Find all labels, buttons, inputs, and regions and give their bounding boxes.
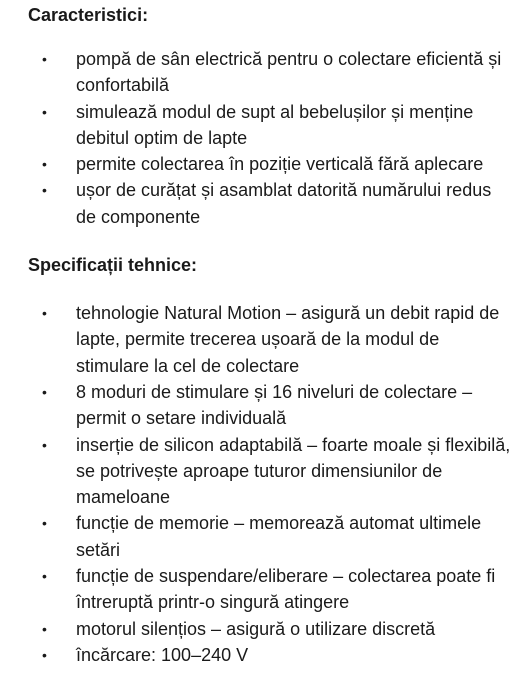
list-item: [28, 379, 515, 432]
list-item-text: tehnologie Natural Motion – asigură un debit rapid de lapte, permite trecerea ușoară de la modul de stimulare la cel de colectare: [76, 303, 500, 376]
list-item: [28, 432, 515, 511]
list-item: [28, 616, 515, 642]
bullet-icon: •: [42, 646, 47, 663]
list-item: [28, 300, 515, 379]
bullet-icon: •: [42, 515, 47, 532]
list-item-text: funcție de memorie – memorează automat ultimele setări: [76, 513, 482, 560]
section-characteristics: [28, 3, 515, 230]
list-item-text: inserție de silicon adaptabilă – foarte moale și flexibilă, se potrivește aproape tuturor dimensiunilor de mameloane: [76, 434, 511, 508]
list-item-text: funcție de suspendare/eliberare – colectarea poate fi întreruptă printr-o singură atingere: [76, 566, 496, 613]
bullet-icon: •: [42, 51, 47, 67]
bullet-icon: •: [42, 568, 47, 585]
section-heading-technical-specs: Specificații tehnice:: [28, 255, 198, 276]
list-item-text: 8 moduri de stimulare și 16 niveluri de colectare – permit o setare individuală: [76, 381, 473, 429]
technical-specs-list: [28, 300, 515, 668]
list-item-text: simulează modul de supt al bebelușilor și menține debitul optim de lapte: [76, 101, 474, 148]
bullet-icon: •: [42, 383, 47, 400]
section-technical-specs: [28, 253, 515, 668]
list-item: [28, 510, 515, 563]
list-item: [28, 151, 515, 177]
list-item: [28, 99, 515, 152]
bullet-icon: •: [42, 305, 47, 322]
characteristics-list: [28, 46, 515, 230]
list-item-text: pompă de sân electrică pentru o colectare eficientă și confortabilă: [76, 49, 502, 96]
list-item-text: încărcare: 100–240 V: [76, 644, 249, 665]
list-item: [28, 46, 515, 99]
list-item-text: motorul silențios – asigură o utilizare discretă: [76, 618, 436, 639]
list-item-text: permite colectarea în poziție verticală fără aplecare: [76, 154, 484, 175]
bullet-icon: •: [42, 182, 47, 199]
list-item: [28, 177, 515, 230]
bullet-icon: •: [42, 156, 47, 173]
list-item: [28, 642, 515, 668]
bullet-icon: •: [42, 103, 47, 120]
bullet-icon: •: [42, 620, 47, 637]
list-item: [28, 563, 515, 616]
bullet-icon: •: [42, 436, 47, 453]
list-item-text: ușor de curățat și asamblat datorită numărului redus de componente: [76, 180, 492, 227]
section-heading-characteristics: Caracteristici:: [28, 5, 149, 25]
